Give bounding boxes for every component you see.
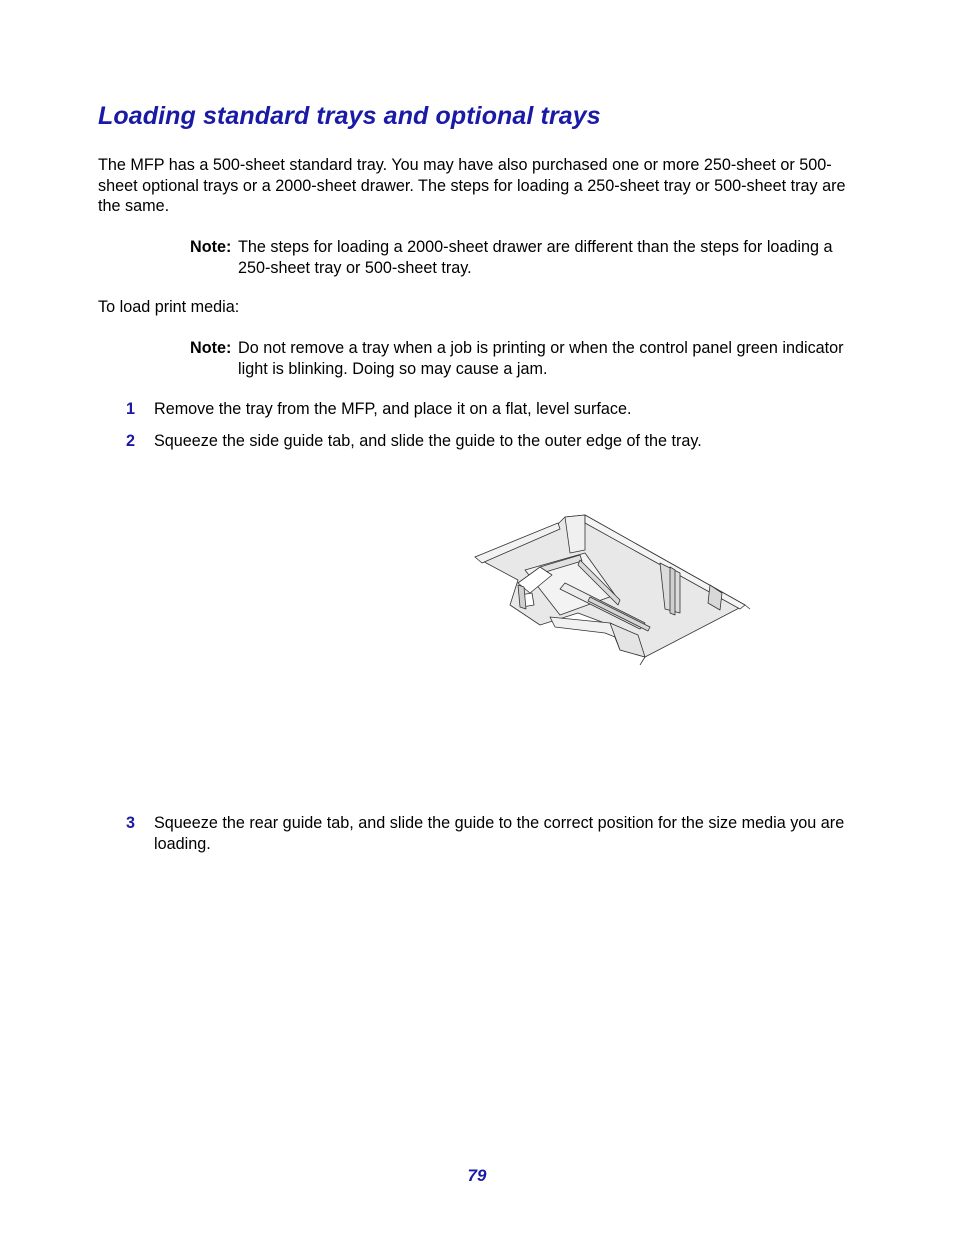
step-text: Remove the tray from the MFP, and place it on a flat, level surface.	[154, 400, 632, 418]
step-1	[126, 399, 856, 420]
step-number: 2	[126, 432, 136, 450]
note-2000-sheet-drawer	[190, 237, 860, 278]
tray-side-guide-illustration	[470, 505, 755, 665]
page-number: 79	[467, 1166, 487, 1185]
step-number: 1	[126, 400, 136, 418]
step-number: 3	[126, 814, 136, 832]
note-label: Note:	[190, 339, 232, 357]
step-text: Squeeze the rear guide tab, and slide the guide to the correct position for the size media you are loading.	[154, 814, 845, 853]
step-text: Squeeze the side guide tab, and slide the guide to the outer edge of the tray.	[154, 432, 702, 450]
page-title: Loading standard trays and optional trays	[98, 102, 601, 130]
step-3	[126, 813, 856, 854]
note-label: Note:	[190, 238, 232, 256]
note-text: The steps for loading a 2000-sheet drawer are different than the steps for loading a 250-sheet tray or 500-sheet tray.	[238, 238, 833, 277]
load-lead-text: To load print media:	[98, 298, 240, 316]
note-text: Do not remove a tray when a job is printing or when the control panel green indicator light is blinking. Doing so may cause a jam.	[238, 339, 844, 378]
intro-paragraph: The MFP has a 500-sheet standard tray. You may have also purchased one or more 250-sheet or 500-sheet optional trays or a 2000-sheet drawer. The steps for loading a 250-sheet tray or 500-sheet tray are the same.	[98, 156, 846, 216]
step-2	[126, 431, 856, 452]
note-do-not-remove-tray	[190, 338, 860, 379]
